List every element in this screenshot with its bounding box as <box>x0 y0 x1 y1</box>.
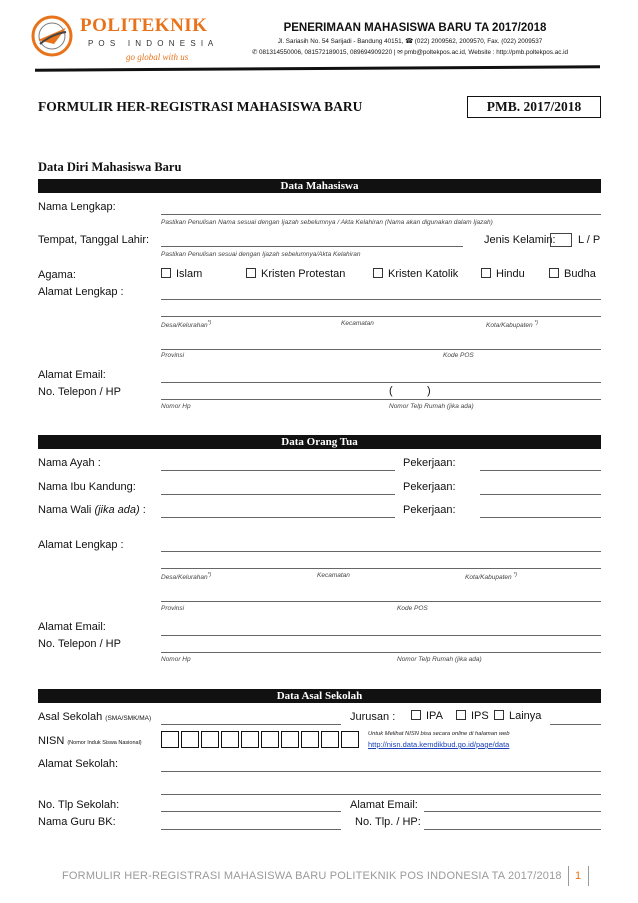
checkbox-icon <box>411 710 421 720</box>
ortu-email-label: Alamat Email: <box>38 621 106 633</box>
ttl-input[interactable] <box>161 246 463 247</box>
ibu-input[interactable] <box>161 494 395 495</box>
guru-tlp-input[interactable] <box>424 829 601 830</box>
agama-option-budha[interactable]: Budha <box>549 268 596 280</box>
checkbox-icon <box>494 710 504 720</box>
agama-option-kristen-protestan[interactable]: Kristen Protestan <box>246 268 345 280</box>
guru-bk-label: Nama Guru BK: <box>38 816 116 828</box>
footer-text: FORMULIR HER-REGISTRASI MAHASISWA BARU POLITEKNIK POS INDONESIA TA 2017/2018 <box>62 870 562 882</box>
agama-label: Agama: <box>38 269 76 281</box>
section-title: Data Diri Mahasiswa Baru <box>38 160 182 174</box>
nisn-digit-box[interactable] <box>321 731 339 748</box>
agama-option-hindu[interactable]: Hindu <box>481 268 525 280</box>
nisn-digit-box[interactable] <box>221 731 239 748</box>
agama-option-islam[interactable]: Islam <box>161 268 202 280</box>
ttl-hint: Pastikan Penulisan sesuai dengan Ijazah sebelumnya/Akta Kelahiran <box>161 251 361 258</box>
logo-tagline: go global with us <box>126 52 189 62</box>
ayah-pekerjaan-input[interactable] <box>480 470 601 471</box>
ortu-email-input[interactable] <box>161 635 601 636</box>
ortu-rumah-hint: Nomor Telp Rumah (jika ada) <box>397 656 482 663</box>
section-bar-orangtua: Data Orang Tua <box>38 435 601 449</box>
footer-divider-right <box>588 866 589 886</box>
email-sekolah-input[interactable] <box>424 811 601 812</box>
alamat-sekolah-input-line-2[interactable] <box>161 794 601 795</box>
ayah-label: Nama Ayah : <box>38 457 101 469</box>
hp-hint: Nomor Hp <box>161 403 191 410</box>
wali-label: Nama Wali (jika ada) : <box>38 504 146 516</box>
header-rule <box>35 65 600 71</box>
page-number: 1 <box>575 870 582 882</box>
jurusan-option-ips[interactable]: IPS <box>456 710 489 722</box>
jurusan-option-ipa[interactable]: IPA <box>411 710 443 722</box>
footer-divider <box>568 866 569 886</box>
email-sekolah-label: Alamat Email: <box>350 799 418 811</box>
provinsi-input[interactable] <box>161 349 601 350</box>
guru-tlp-label: No. Tlp. / HP: <box>355 816 421 828</box>
ortu-kodepos-hint: Kode POS <box>397 605 428 612</box>
wali-input[interactable] <box>161 517 395 518</box>
jk-options: L / P <box>578 234 601 246</box>
nisn-link[interactable]: http://nisn.data.kemdikbud.go.id/page/data <box>368 740 510 749</box>
asal-sekolah-label: Asal Sekolah (SMA/SMK/MA) <box>38 711 152 723</box>
nisn-digit-box[interactable] <box>201 731 219 748</box>
header-contact: ✆ 081314550006, 081572189015, 089694909220 | ✉ pmb@poltekpos.ac.id, Website : http://pmb.poltekpos.ac.id <box>251 49 569 56</box>
alamat-sekolah-input-line-1[interactable] <box>161 771 601 772</box>
nisn-digit-box[interactable] <box>261 731 279 748</box>
logo-emblem-icon <box>30 14 74 58</box>
jurusan-option-lainya[interactable]: Lainya <box>494 710 541 722</box>
email-label: Alamat Email: <box>38 369 106 381</box>
ortu-kota-hint: Kota/Kabupaten *) <box>465 572 518 582</box>
alamat-sekolah-label: Alamat Sekolah: <box>38 758 119 770</box>
ortu-telp-label: No. Telepon / HP <box>38 638 121 650</box>
kecamatan-hint: Kecamatan <box>341 320 374 327</box>
kota-hint: Kota/Kabupaten *) <box>486 320 539 330</box>
ortu-alamat-input-line-2[interactable] <box>161 568 601 569</box>
tlp-sekolah-label: No. Tlp Sekolah: <box>38 799 120 811</box>
logo <box>30 14 215 66</box>
nisn-info: Untuk Melihat NISN bisa secara online di halaman web <box>368 731 510 737</box>
checkbox-icon <box>481 268 491 278</box>
ibu-label: Nama Ibu Kandung: <box>38 481 136 493</box>
ortu-provinsi-input[interactable] <box>161 601 601 602</box>
nama-hint: Pastikan Penulisan Nama sesuai dengan Ijazah sebelumnya / Akta Kelahiran (Nama akan digunakan dalam Ijazah) <box>161 219 493 226</box>
header-address: Jl. Sariasih No. 54 Sarijadi - Bandung 40151, ☎ (022) 2009562, 2009570, Fax. (022) 2009537 <box>277 38 543 45</box>
ortu-telp-input[interactable] <box>161 652 601 653</box>
nisn-digit-box[interactable] <box>181 731 199 748</box>
ortu-provinsi-hint: Provinsi <box>161 605 185 612</box>
checkbox-icon <box>549 268 559 278</box>
rumah-hint: Nomor Telp Rumah (jika ada) <box>389 403 474 410</box>
guru-bk-input[interactable] <box>161 829 341 830</box>
asal-sekolah-input[interactable] <box>161 724 341 725</box>
nisn-digit-box[interactable] <box>281 731 299 748</box>
alamat-input-line-2[interactable] <box>161 316 601 317</box>
ortu-hp-hint: Nomor Hp <box>161 656 191 663</box>
ttl-label: Tempat, Tanggal Lahir: <box>38 234 150 246</box>
telp-label: No. Telepon / HP <box>38 386 121 398</box>
nisn-digit-box[interactable] <box>301 731 319 748</box>
section-bar-sekolah: Data Asal Sekolah <box>38 689 601 703</box>
checkbox-icon <box>246 268 256 278</box>
ortu-desa-hint: Desa/Kelurahan*) <box>161 572 212 582</box>
checkbox-icon <box>161 268 171 278</box>
header-title: PENERIMAAN MAHASISWA BARU TA 2017/2018 <box>283 22 547 34</box>
ibu-pekerjaan-label: Pekerjaan: <box>403 481 456 493</box>
checkbox-icon <box>373 268 383 278</box>
agama-option-kristen-katolik[interactable]: Kristen Katolik <box>373 268 458 280</box>
paren-open: ( <box>389 385 393 397</box>
ortu-alamat-label: Alamat Lengkap : <box>38 539 124 551</box>
jk-input-box[interactable] <box>550 233 572 247</box>
nisn-digit-box[interactable] <box>161 731 179 748</box>
desa-hint: Desa/Kelurahan*) <box>161 320 212 330</box>
nama-label: Nama Lengkap: <box>38 201 116 213</box>
telp-input[interactable] <box>161 399 601 400</box>
wali-pekerjaan-input[interactable] <box>480 517 601 518</box>
checkbox-icon <box>456 710 466 720</box>
kodepos-hint: Kode POS <box>443 352 474 359</box>
jurusan-lainya-input[interactable] <box>550 724 601 725</box>
alamat-label: Alamat Lengkap : <box>38 286 124 298</box>
alamat-input-line-1[interactable] <box>161 299 601 300</box>
ibu-pekerjaan-input[interactable] <box>480 494 601 495</box>
ayah-input[interactable] <box>161 470 395 471</box>
paren-close: ) <box>427 385 431 397</box>
ortu-kecamatan-hint: Kecamatan <box>317 572 350 579</box>
provinsi-hint: Provinsi <box>161 352 185 359</box>
tlp-sekolah-input[interactable] <box>161 811 341 812</box>
form-title: FORMULIR HER-REGISTRASI MAHASISWA BARU <box>38 99 363 114</box>
logo-name: POLITEKNIK <box>80 15 208 36</box>
nama-input[interactable] <box>161 214 601 215</box>
nisn-digit-box[interactable] <box>241 731 259 748</box>
jurusan-label: Jurusan : <box>350 711 396 723</box>
nisn-label: NISN (Nomor Induk Siswa Nasional) <box>38 735 142 747</box>
email-input[interactable] <box>161 382 601 383</box>
nisn-digit-box[interactable] <box>341 731 359 748</box>
ortu-alamat-input-line-1[interactable] <box>161 551 601 552</box>
section-bar-mahasiswa: Data Mahasiswa <box>38 179 601 193</box>
wali-pekerjaan-label: Pekerjaan: <box>403 504 456 516</box>
logo-sub: P O S I N D O N E S I A <box>88 39 215 48</box>
ayah-pekerjaan-label: Pekerjaan: <box>403 457 456 469</box>
form-code-box: PMB. 2017/2018 <box>467 96 601 118</box>
jk-label: Jenis Kelamin: <box>484 234 556 246</box>
